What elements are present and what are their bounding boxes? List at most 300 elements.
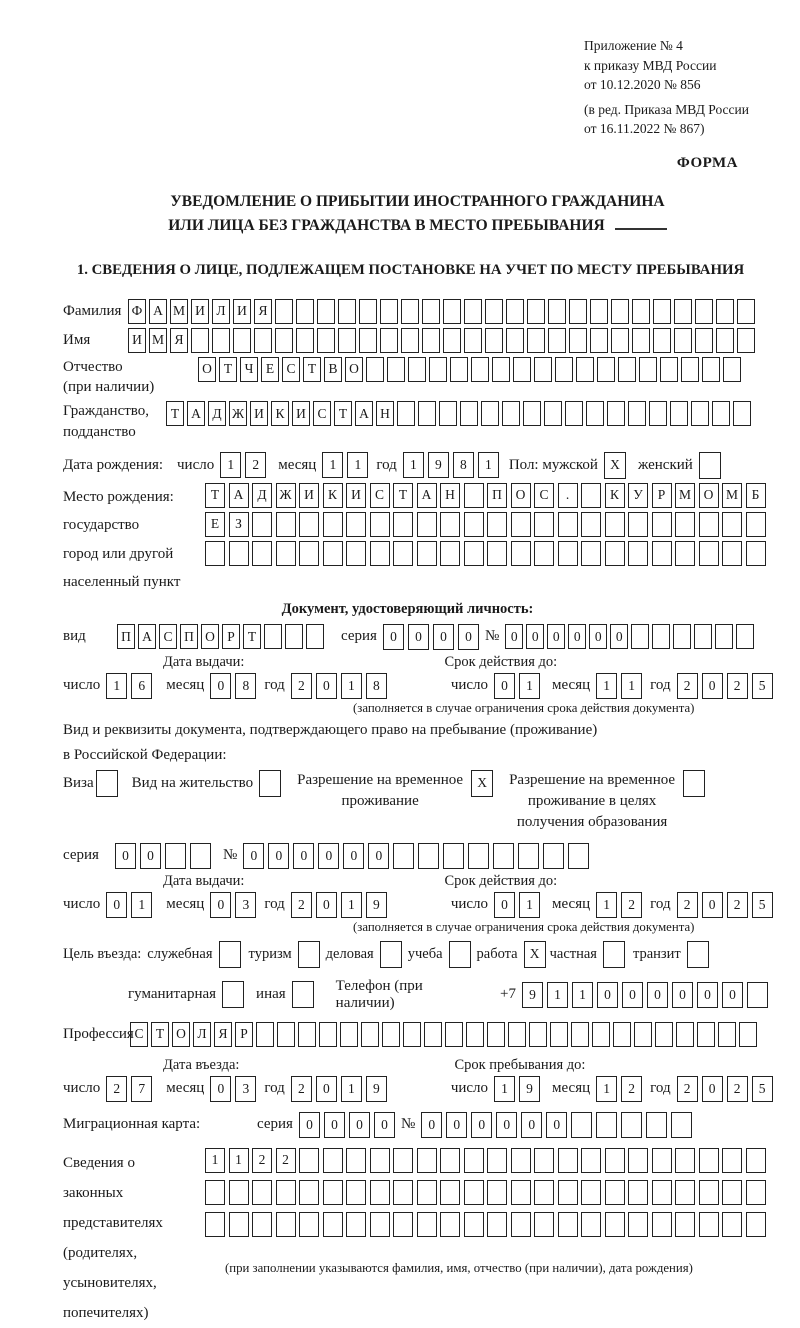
- form-cell: [652, 541, 672, 566]
- form-cell: [722, 541, 742, 566]
- form-cell: [359, 299, 377, 324]
- id-doc-heading: Документ, удостоверяющий личность:: [281, 600, 534, 617]
- edition-line: от 16.11.2022 № 867): [584, 121, 705, 137]
- form-cell: [361, 1022, 379, 1047]
- form-cell: [298, 941, 320, 968]
- purpose-other-checkbox: [292, 981, 314, 1008]
- form-cell: 2: [727, 892, 748, 918]
- form-cell: [605, 541, 625, 566]
- form-cell: [681, 357, 699, 382]
- given-name-cells: [128, 328, 758, 353]
- migcard-series-cells: [299, 1112, 399, 1138]
- form-cell: И: [292, 401, 310, 426]
- form-cell: 1: [341, 892, 362, 918]
- form-cell: [581, 541, 601, 566]
- form-cell: [212, 328, 230, 353]
- form-cell: [534, 1148, 554, 1173]
- form-cell: 9: [519, 1076, 540, 1102]
- given-name-label: Имя: [63, 331, 91, 348]
- form-cell: [670, 401, 688, 426]
- form-cell: [529, 1022, 547, 1047]
- appendix-line: к приказу МВД России: [584, 57, 717, 73]
- form-cell: М: [675, 483, 695, 508]
- purpose-business-checkbox: [380, 941, 402, 968]
- permit-issue-header: Дата выдачи:: [163, 872, 245, 889]
- form-cell: [543, 843, 564, 869]
- form-cell: [569, 299, 587, 324]
- form-cell: 0: [702, 892, 723, 918]
- permit-issue-day-cells: [106, 892, 156, 918]
- form-cell: [518, 843, 539, 869]
- form-cell: [632, 299, 650, 324]
- form-cell: 1: [596, 892, 617, 918]
- form-cell: [387, 357, 405, 382]
- form-cell: У: [628, 483, 648, 508]
- form-cell: [487, 541, 507, 566]
- form-cell: Д: [252, 483, 272, 508]
- form-cell: 1: [621, 673, 642, 699]
- form-cell: М: [170, 299, 188, 324]
- form-cell: [699, 452, 721, 479]
- form-cell: [464, 1212, 484, 1237]
- form-cell: 2: [621, 1076, 642, 1102]
- form-cell: [548, 299, 566, 324]
- form-cell: [534, 1180, 554, 1205]
- birth-date-row: [63, 452, 772, 479]
- form-cell: 0: [421, 1112, 442, 1138]
- form-cell: Б: [746, 483, 766, 508]
- sex-female-checkbox: [699, 452, 721, 479]
- section-1-heading: 1. СВЕДЕНИЯ О ЛИЦЕ, ПОДЛЕЖАЩЕМ ПОСТАНОВКЕ НА УЧЕТ ПО МЕСТУ ПРЕБЫВАНИЯ: [76, 261, 745, 278]
- form-cell: Я: [254, 299, 272, 324]
- form-cell: Т: [151, 1022, 169, 1047]
- form-cell: З: [229, 512, 249, 537]
- form-cell: [299, 541, 319, 566]
- form-cell: Р: [222, 624, 240, 649]
- permit-series-cells: [115, 843, 215, 869]
- form-cell: Я: [214, 1022, 232, 1047]
- form-cell: [252, 1212, 272, 1237]
- form-cell: [299, 512, 319, 537]
- form-cell: [513, 357, 531, 382]
- form-cell: 0: [299, 1112, 320, 1138]
- form-cell: [747, 982, 768, 1008]
- form-cell: 0: [722, 982, 743, 1008]
- form-cell: [737, 328, 755, 353]
- form-cell: [366, 357, 384, 382]
- form-cell: [277, 1022, 295, 1047]
- form-cell: [628, 541, 648, 566]
- form-cell: 0: [368, 843, 389, 869]
- stay-month-cells: [596, 1076, 646, 1102]
- representatives-cells-column: [205, 1148, 769, 1282]
- doc-issue-year-cells: [291, 673, 391, 699]
- surname-row: [63, 299, 772, 324]
- temp-residence-edu-checkbox: [683, 770, 705, 797]
- permit-issue-month-cells: [210, 892, 260, 918]
- permit-number-cells: [243, 843, 593, 869]
- form-cell: [586, 401, 604, 426]
- form-cell: Е: [205, 512, 225, 537]
- form-cell: С: [370, 483, 390, 508]
- residence-permit-option: Вид на жительство: [132, 770, 281, 797]
- form-cell: Ч: [240, 357, 258, 382]
- form-cell: [299, 1148, 319, 1173]
- form-cell: [581, 483, 601, 508]
- permit-valid-note: (заполняется в случае ограничения срока действия документа): [353, 919, 695, 934]
- doc-kind-cells: [117, 624, 327, 649]
- migration-card-row: Миграционная карта: серия 0 0 0 0 № 0 0 0 0 0 0: [63, 1112, 772, 1138]
- permit-intro-line1: Вид и реквизиты документа, подтверждающего право на пребывание (проживание): [63, 721, 598, 738]
- form-cell: П: [180, 624, 198, 649]
- purpose-official-checkbox: [219, 941, 241, 968]
- form-cell: [571, 1022, 589, 1047]
- form-cell: [487, 1180, 507, 1205]
- form-cell: К: [605, 483, 625, 508]
- representatives-row3-cells: [205, 1212, 769, 1237]
- form-cell: [487, 1212, 507, 1237]
- form-cell: [359, 328, 377, 353]
- form-cell: 2: [677, 1076, 698, 1102]
- form-cell: [440, 512, 460, 537]
- form-cell: [558, 1148, 578, 1173]
- form-cell: [464, 328, 482, 353]
- form-cell: 5: [752, 673, 773, 699]
- form-cell: [401, 299, 419, 324]
- form-cell: [338, 328, 356, 353]
- form-cell: [676, 1022, 694, 1047]
- form-cell: Е: [261, 357, 279, 382]
- form-cell: [275, 299, 293, 324]
- form-cell: К: [323, 483, 343, 508]
- temp-residence-checkbox: [471, 770, 493, 797]
- form-cell: 8: [235, 673, 256, 699]
- form-cell: 0: [210, 892, 231, 918]
- form-cell: [380, 299, 398, 324]
- form-cell: Л: [212, 299, 230, 324]
- form-cell: [716, 299, 734, 324]
- form-cell: [722, 512, 742, 537]
- form-cell: .: [558, 483, 578, 508]
- birthplace-row3-cells: [205, 541, 769, 566]
- form-cell: [417, 1212, 437, 1237]
- form-cell: И: [191, 299, 209, 324]
- form-cell: [487, 512, 507, 537]
- permit-type-row: [63, 770, 772, 833]
- form-cell: 0: [546, 1112, 567, 1138]
- form-cell: 0: [496, 1112, 517, 1138]
- form-cell: [403, 1022, 421, 1047]
- form-cell: О: [345, 357, 363, 382]
- form-cell: [652, 624, 670, 649]
- purpose-transit-checkbox: [687, 941, 709, 968]
- form-cell: [393, 541, 413, 566]
- form-cell: [382, 1022, 400, 1047]
- form-cell: [323, 512, 343, 537]
- form-cell: [722, 1148, 742, 1173]
- form-cell: И: [346, 483, 366, 508]
- form-cell: 0: [521, 1112, 542, 1138]
- form-cell: [621, 1112, 642, 1138]
- form-cell: [464, 299, 482, 324]
- entry-day-cells: [106, 1076, 156, 1102]
- form-cell: 0: [106, 892, 127, 918]
- form-cell: П: [487, 483, 507, 508]
- form-cell: [408, 357, 426, 382]
- form-cell: [219, 941, 241, 968]
- form-cell: [380, 941, 402, 968]
- form-cell: [492, 357, 510, 382]
- form-cell: [506, 299, 524, 324]
- form-cell: [565, 401, 583, 426]
- form-cell: 0: [210, 673, 231, 699]
- form-cell: [674, 328, 692, 353]
- form-cell: [222, 981, 244, 1008]
- doc-number-cells: [505, 624, 757, 649]
- form-cell: 6: [131, 673, 152, 699]
- form-cell: [675, 541, 695, 566]
- purpose-row2: гуманитарная иная Телефон (при наличии) +7 9 1 1 0 0 0 0 0 0: [63, 978, 772, 1012]
- form-title: [63, 190, 772, 238]
- form-cell: [628, 512, 648, 537]
- appendix-line: от 10.12.2020 № 856: [584, 77, 701, 93]
- permit-issue-year-cells: [291, 892, 391, 918]
- residence-permit-checkbox: [259, 770, 281, 797]
- form-cell: [317, 299, 335, 324]
- form-cell: [370, 1212, 390, 1237]
- form-cell: [691, 401, 709, 426]
- entry-date-group: число 2 7 месяц 0 3 год 2 0 1 9: [63, 1076, 391, 1102]
- form-cell: [276, 1212, 296, 1237]
- form-cell: 0: [316, 892, 337, 918]
- patronymic-label: Отчество (при наличии): [63, 358, 155, 396]
- forma-label: ФОРМА: [676, 154, 738, 171]
- form-cell: [652, 1212, 672, 1237]
- form-cell: 0: [494, 892, 515, 918]
- form-cell: 2: [621, 892, 642, 918]
- form-cell: [739, 1022, 757, 1047]
- form-cell: [639, 357, 657, 382]
- form-cell: [252, 1180, 272, 1205]
- form-cell: [417, 512, 437, 537]
- patronymic-row: [63, 357, 772, 398]
- form-cell: 0: [547, 624, 565, 649]
- form-cell: [323, 541, 343, 566]
- entry-dates-headers: [63, 1057, 772, 1074]
- form-cell: О: [172, 1022, 190, 1047]
- form-cell: 0: [622, 982, 643, 1008]
- form-cell: Д: [208, 401, 226, 426]
- form-cell: [229, 541, 249, 566]
- form-cell: 1: [205, 1148, 225, 1173]
- doc-issue-header: Дата выдачи:: [163, 653, 245, 670]
- sex-male-checkbox: [604, 452, 626, 479]
- phone-label: Телефон (при наличии): [335, 977, 423, 1011]
- purpose-private-checkbox: [603, 941, 625, 968]
- form-cell: [440, 541, 460, 566]
- birth-year-cells: [403, 452, 503, 478]
- form-cell: [628, 1180, 648, 1205]
- form-cell: 0: [293, 843, 314, 869]
- form-cell: [611, 299, 629, 324]
- form-cell: 0: [318, 843, 339, 869]
- doc-valid-header: Срок действия до:: [444, 653, 558, 670]
- form-cell: [699, 1148, 719, 1173]
- form-cell: 2: [727, 673, 748, 699]
- visa-option: Виза: [63, 770, 118, 797]
- birth-day-cells: [220, 452, 270, 478]
- form-cell: [424, 1022, 442, 1047]
- form-cell: Т: [303, 357, 321, 382]
- month-label: месяц: [278, 456, 317, 473]
- doc-issue-day-cells: [106, 673, 156, 699]
- form-cell: [276, 512, 296, 537]
- migcard-number-cells: [421, 1112, 696, 1138]
- form-cell: [252, 541, 272, 566]
- form-cell: С: [282, 357, 300, 382]
- form-cell: 2: [276, 1148, 296, 1173]
- form-cell: [511, 541, 531, 566]
- form-cell: Н: [376, 401, 394, 426]
- form-cell: [697, 1022, 715, 1047]
- form-cell: [694, 624, 712, 649]
- form-cell: [487, 1022, 505, 1047]
- purpose-study-checkbox: [449, 941, 471, 968]
- form-cell: [534, 1212, 554, 1237]
- form-cell: [393, 1180, 413, 1205]
- form-cell: [370, 1148, 390, 1173]
- form-cell: [275, 328, 293, 353]
- form-cell: [264, 624, 282, 649]
- form-cell: 3: [235, 1076, 256, 1102]
- form-cell: [191, 328, 209, 353]
- form-cell: [581, 512, 601, 537]
- form-cell: 9: [522, 982, 543, 1008]
- form-cell: [736, 624, 754, 649]
- given-name-row: [63, 328, 772, 353]
- form-cell: [534, 512, 554, 537]
- form-cell: [655, 1022, 673, 1047]
- birthplace-row1-cells: [205, 483, 769, 508]
- form-cell: 0: [433, 624, 454, 650]
- form-cell: [699, 1180, 719, 1205]
- form-cell: [393, 512, 413, 537]
- form-cell: [527, 328, 545, 353]
- doc-valid-month-cells: [596, 673, 646, 699]
- edition-line: (в ред. Приказа МВД России: [584, 101, 749, 117]
- form-cell: [422, 299, 440, 324]
- form-cell: Ж: [276, 483, 296, 508]
- form-cell: 9: [428, 452, 449, 478]
- form-cell: О: [511, 483, 531, 508]
- form-cell: [652, 512, 672, 537]
- form-cell: Я: [170, 328, 188, 353]
- form-cell: [346, 512, 366, 537]
- form-cell: 0: [458, 624, 479, 650]
- form-cell: 0: [446, 1112, 467, 1138]
- entry-month-cells: [210, 1076, 260, 1102]
- form-cell: [502, 401, 520, 426]
- form-cell: [592, 1022, 610, 1047]
- form-cell: О: [699, 483, 719, 508]
- form-cell: 0: [494, 673, 515, 699]
- form-cell: 2: [677, 892, 698, 918]
- form-cell: [634, 1022, 652, 1047]
- form-cell: Р: [652, 483, 672, 508]
- id-doc-row: [63, 624, 772, 650]
- stay-year-cells: [677, 1076, 777, 1102]
- form-cell: [229, 1212, 249, 1237]
- form-cell: 0: [505, 624, 523, 649]
- purpose-label: Цель въезда:: [63, 945, 142, 962]
- form-cell: [544, 401, 562, 426]
- form-cell: [674, 299, 692, 324]
- form-cell: [628, 1212, 648, 1237]
- form-cell: [603, 941, 625, 968]
- form-cell: [723, 357, 741, 382]
- form-cell: [628, 1148, 648, 1173]
- surname-cells: [128, 299, 758, 324]
- form-cell: 1: [519, 892, 540, 918]
- form-cell: А: [149, 299, 167, 324]
- form-cell: [205, 541, 225, 566]
- form-cell: С: [159, 624, 177, 649]
- doc-number-label: №: [484, 628, 500, 645]
- form-cell: 0: [243, 843, 264, 869]
- form-cell: [493, 843, 514, 869]
- form-cell: [506, 328, 524, 353]
- appendix-line: Приложение № 4: [584, 38, 683, 53]
- form-cell: 0: [702, 1076, 723, 1102]
- stay-until-header: Срок пребывания до:: [454, 1056, 586, 1073]
- doc-issue-group: число 1 6 месяц 0 8 год 2 0 1 8: [63, 673, 391, 699]
- form-cell: [323, 1212, 343, 1237]
- form-cell: [443, 843, 464, 869]
- birthplace-row2-cells: [205, 512, 769, 537]
- representatives-row1-cells: [205, 1148, 769, 1173]
- form-cell: 0: [702, 673, 723, 699]
- form-cell: В: [324, 357, 342, 382]
- form-cell: [675, 1180, 695, 1205]
- form-cell: [590, 328, 608, 353]
- doc-valid-group: число 0 1 месяц 1 1 год 2 0 2 5: [451, 673, 777, 699]
- form-cell: 0: [597, 982, 618, 1008]
- form-cell: [590, 299, 608, 324]
- permit-valid-day-cells: [494, 892, 544, 918]
- citizenship-label: Гражданство, подданство: [63, 403, 150, 440]
- form-cell: [346, 541, 366, 566]
- form-cell: [628, 401, 646, 426]
- form-cell: [618, 357, 636, 382]
- form-cell: [323, 1148, 343, 1173]
- form-cell: [699, 1212, 719, 1237]
- form-cell: [746, 1180, 766, 1205]
- form-cell: [299, 1212, 319, 1237]
- form-cell: [555, 357, 573, 382]
- form-cell: 1: [494, 1076, 515, 1102]
- form-cell: [605, 1148, 625, 1173]
- form-cell: [581, 1148, 601, 1173]
- form-cell: 7: [131, 1076, 152, 1102]
- form-cell: 2: [291, 892, 312, 918]
- form-cell: [468, 843, 489, 869]
- form-cell: И: [233, 299, 251, 324]
- form-cell: [466, 1022, 484, 1047]
- form-cell: 0: [324, 1112, 345, 1138]
- entry-dates-row: [63, 1076, 772, 1102]
- form-cell: [746, 541, 766, 566]
- title-blank-underline: [615, 216, 667, 230]
